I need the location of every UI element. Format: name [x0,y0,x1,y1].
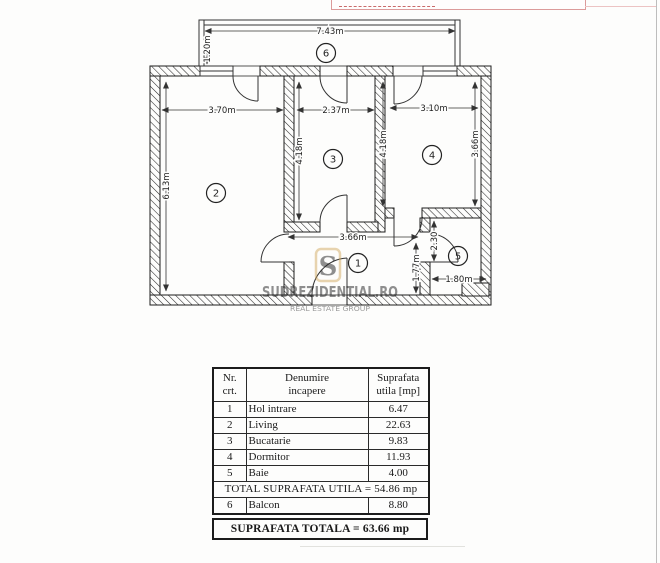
room-name: Hol intrare [246,402,368,418]
row-number: 4 [213,450,246,466]
dim-kitchen-height-left: 4.18m [295,137,305,165]
header-area-line1: Suprafata [377,372,420,384]
dim-bedroom-width: 3.10m [420,104,448,114]
room-area: 22.63 [368,418,429,434]
room-name: Bucatarie [246,434,368,450]
dim-balcony-width: 7.43m [316,27,344,37]
table-header-row [213,368,429,402]
header-area [368,368,429,402]
header-name-line2: incapere [288,385,326,397]
table-row [213,418,429,434]
dim-bath-height: 2.30 [430,231,440,251]
dim-living-width: 3.70m [208,106,236,116]
dim-bedroom-height: 3.66m [471,130,481,158]
table-row [213,434,429,450]
header-name-line1: Denumire [285,372,329,384]
room-area: 11.93 [368,450,429,466]
watermark-tagline: REAL ESTATE GROUP [290,305,370,313]
watermark-logo-letter: S [318,252,338,282]
dim-living-height: 6.13m [162,172,172,200]
room-number-living: 2 [212,188,220,200]
header-nr-line2: crt. [222,385,237,397]
row-number: 1 [213,402,246,418]
dim-kitchen-width: 2.37m [322,106,350,116]
header-room-name [246,368,368,402]
total-utila-text: TOTAL SUPRAFATA UTILA = 54.86 mp [213,482,429,498]
watermark-title: SUDREZIDENTIAL.RO [262,283,398,301]
dim-balcony-depth: 1.20m [203,35,213,63]
dim-kitchen-height-right: 4.18m [379,130,389,158]
table-row [213,450,429,466]
header-nr-line1: Nr. [222,372,237,384]
row-number: 2 [213,418,246,434]
scan-smudge [300,546,465,547]
room-name: Balcon [246,498,368,515]
dim-bath-width: 1.80m [445,275,473,285]
room-name: Baie [246,466,368,482]
room-numbers [207,44,468,273]
areas-table [212,367,430,515]
areas-table-container [212,367,430,540]
room-number-balcony: 6 [322,48,330,60]
header-area-line2: utila [mp] [376,385,421,397]
windows [200,66,457,76]
room-number-bedroom: 4 [428,150,436,162]
room-area: 9.83 [368,434,429,450]
table-row [213,402,429,418]
room-name: Dormitor [246,450,368,466]
room-name: Living [246,418,368,434]
table-row [213,498,429,515]
room-number-hall: 1 [354,258,362,270]
table-row [213,466,429,482]
dim-hall-width: 3.66m [339,233,367,243]
row-number: 6 [213,498,246,515]
row-number: 3 [213,434,246,450]
room-area: 6.47 [368,402,429,418]
room-area: 4.00 [368,466,429,482]
header-nr-crt [213,368,246,402]
room-area: 8.80 [368,498,429,515]
dim-hall-height: 1.77m [412,254,422,282]
room-number-bathroom: 5 [454,251,462,263]
row-number: 5 [213,466,246,482]
total-utila-row [213,482,429,498]
grand-total-box: SUPRAFATA TOTALA = 63.66 mp [212,518,428,540]
room-number-kitchen: 3 [329,154,337,166]
